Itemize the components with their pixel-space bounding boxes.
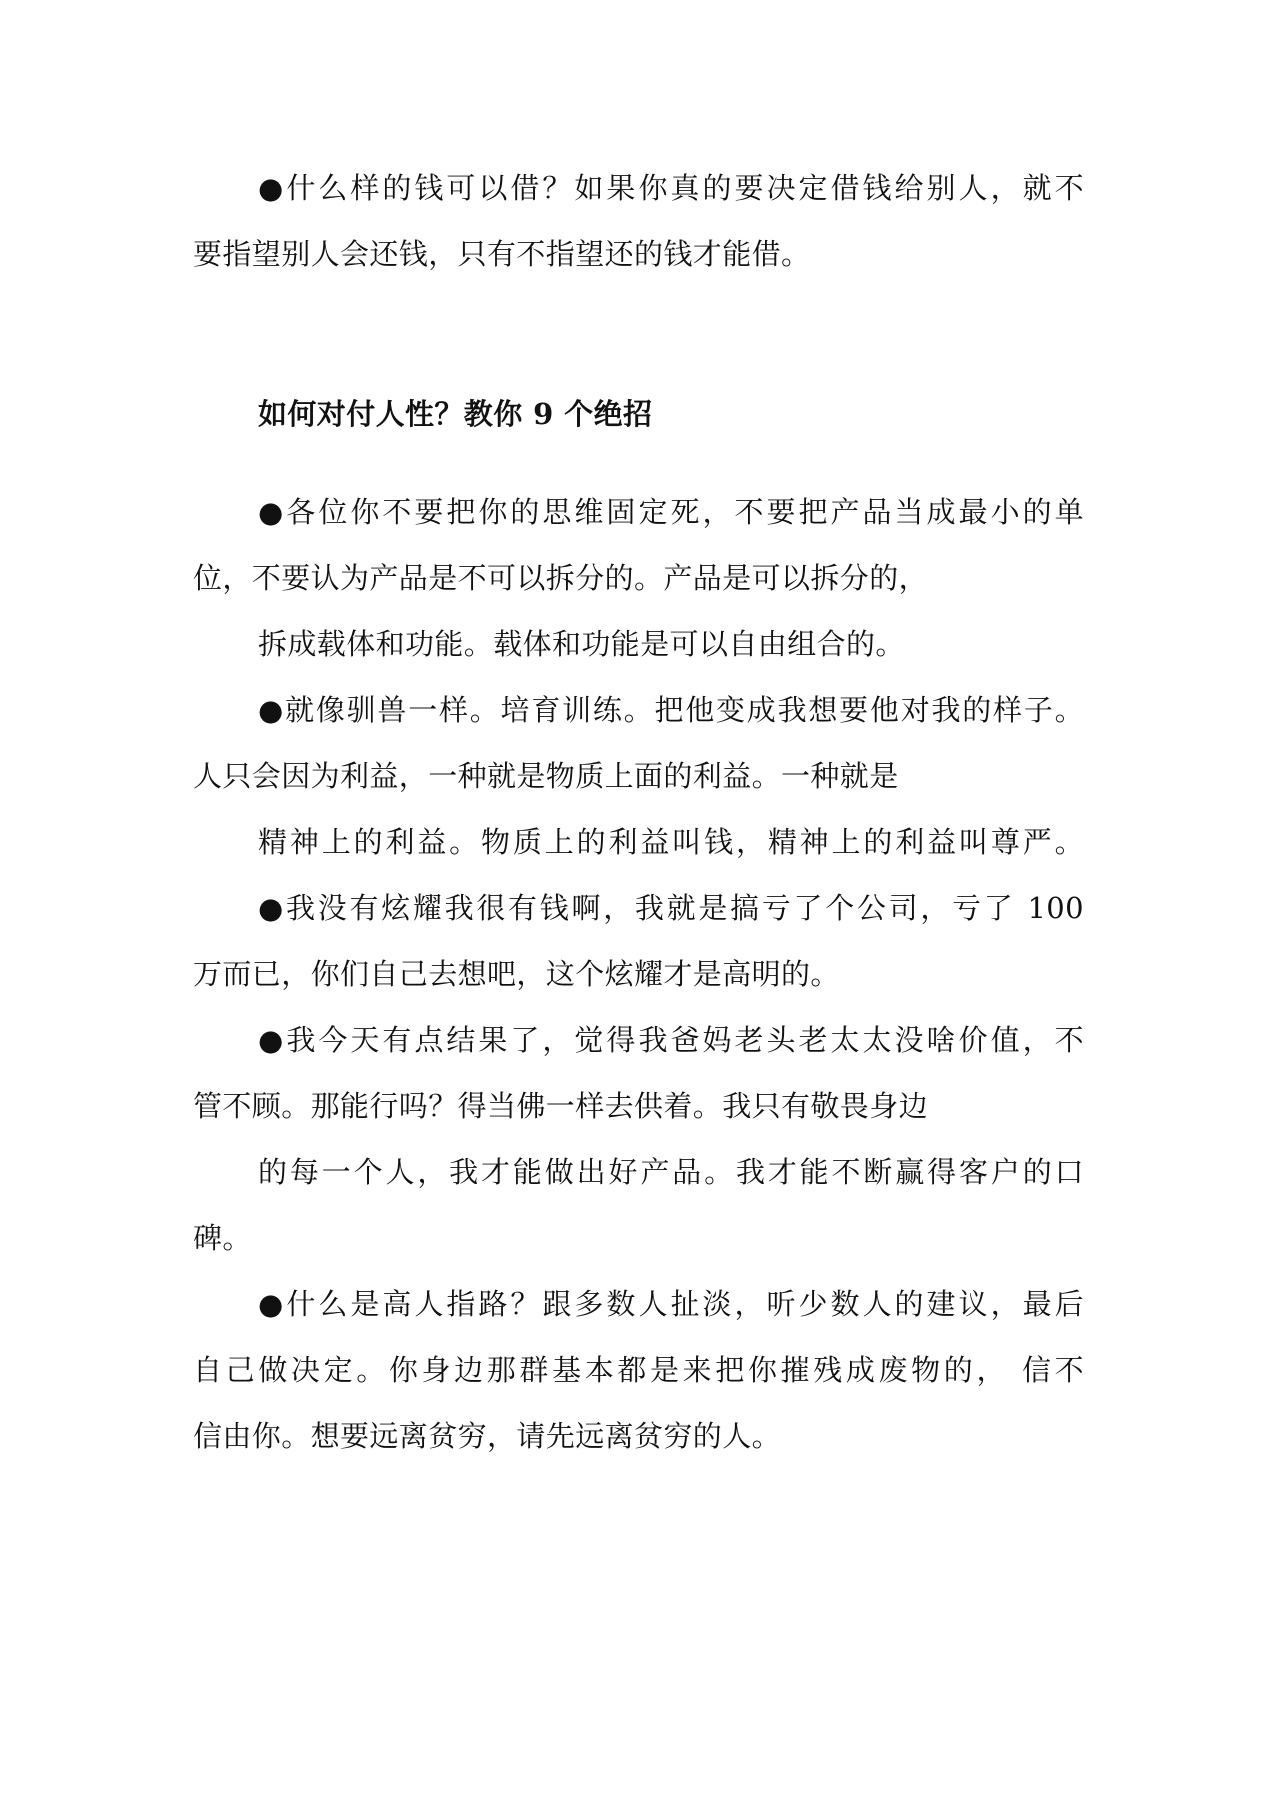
paragraph-line: 信由你。想要远离贫穷，请先远离贫穷的人。 xyxy=(193,1419,782,1453)
paragraph-line: 要指望别人会还钱，只有不指望还的钱才能借。 xyxy=(193,237,811,271)
section-heading: 如何对付人性？教你 9 个绝招 xyxy=(258,397,653,431)
paragraph-line: 万而已，你们自己去想吧，这个炫耀才是高明的。 xyxy=(193,957,840,991)
paragraph-line: ●就像驯兽一样。培育训练。把他变成我想要他对我的样子。 xyxy=(258,693,1084,727)
paragraph-line: ●什么是高人指路？跟多数人扯淡，听少数人的建议，最后 xyxy=(258,1287,1084,1321)
paragraph-line: 碑。 xyxy=(193,1221,252,1255)
paragraph-line: 的每一个人，我才能做出好产品。我才能不断赢得客户的口 xyxy=(258,1155,1084,1189)
paragraph-line: 拆成载体和功能。载体和功能是可以自由组合的。 xyxy=(258,627,905,661)
paragraph-line: ●各位你不要把你的思维固定死，不要把产品当成最小的单 xyxy=(258,495,1084,529)
paragraph-line: 自己做决定。你身边那群基本都是来把你摧残成废物的， 信不 xyxy=(193,1353,1084,1387)
paragraph-line: 位，不要认为产品是不可以拆分的。产品是可以拆分的， xyxy=(193,561,929,595)
paragraph-line: 精神上的利益。物质上的利益叫钱，精神上的利益叫尊严。 xyxy=(258,825,1084,859)
paragraph-line: ●我没有炫耀我很有钱啊，我就是搞亏了个公司，亏了 100 xyxy=(258,891,1084,925)
paragraph-line: 管不顾。那能行吗？得当佛一样去供着。我只有敬畏身边 xyxy=(193,1089,929,1123)
paragraph-line: 人只会因为利益，一种就是物质上面的利益。一种就是 xyxy=(193,759,899,793)
paragraph-line: ●我今天有点结果了，觉得我爸妈老头老太太没啥价值，不 xyxy=(258,1023,1084,1057)
paragraph-line: ●什么样的钱可以借？如果你真的要决定借钱给别人，就不 xyxy=(258,171,1084,205)
